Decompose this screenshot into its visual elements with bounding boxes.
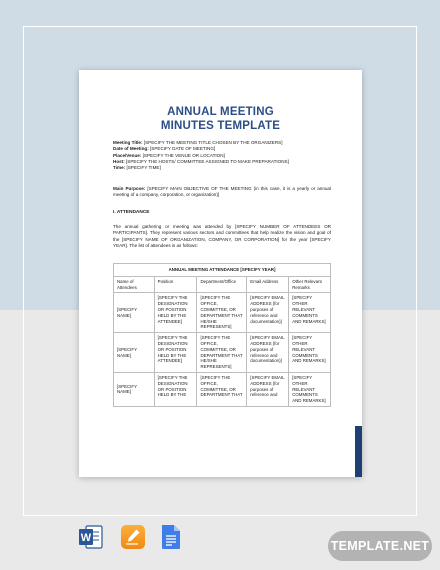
table-row xyxy=(114,293,331,333)
cell-department: [SPECIFY THE OFFICE, COMMITTEE, OR DEPARTMENT THAT xyxy=(197,372,247,406)
cell-position: [SPECIFY THE DESIGNATION OR POSITION HELD BY THE xyxy=(154,372,197,406)
meta-date: Date of Meeting: [SPECIFY DATE OF MEETING] xyxy=(113,146,216,152)
attendance-table xyxy=(113,263,331,407)
cell-position: [SPECIFY THE DESIGNATION OR POSITION HELD BY THE ATTENDEE] xyxy=(154,333,197,373)
cell-department: [SPECIFY THE OFFICE, COMMITTEE, OR DEPARTMENT THAT HE/SHE REPRESENTS] xyxy=(197,333,247,373)
section-heading-attendance: I. ATTENDANCE xyxy=(113,210,150,215)
document-title-line2: MINUTES TEMPLATE xyxy=(160,120,281,132)
main-purpose: Main Purpose: [SPECIFY MAIN OBJECTIVE OF THE MEETING (in this case, it is a yearly or annual meeting of a company, corporation, or organization)] xyxy=(113,186,332,198)
table-caption: ANNUAL MEETING ATTENDANCE [SPECIFY YEAR] xyxy=(114,264,331,277)
table-row xyxy=(114,372,331,406)
cell-remarks: [SPECIFY OTHER RELEVANT COMMENTS AND REMARKS] xyxy=(289,372,331,406)
meta-meeting-title: Meeting Title: [SPECIFY THE MEETING TITLE CHOSEN BY THE ORGANIZERS] xyxy=(113,140,283,145)
meeting-meta xyxy=(113,140,343,171)
attendance-paragraph: The annual gathering or meeting was attended by [SPECIFY NUMBER OF ATTENDEES OR PARTICIPANTS]. They represent various sectors and committees that help realize the vision and goal of the [SPECIFY NAME OF ORGANIZATION, COMPANY, OR CORPORATION] for the year [SPECIFY YEAR]. The list of attendees is as follows: xyxy=(113,224,331,249)
document-accent-bar xyxy=(355,426,362,477)
header-position: Position xyxy=(154,276,197,293)
meta-place: Place/Venue: [SPECIFY THE VENUE OR LOCATION] xyxy=(113,152,225,158)
pages-icon[interactable] xyxy=(120,524,146,555)
header-email: Email Address xyxy=(247,276,289,293)
table-row xyxy=(114,333,331,373)
cell-name: [SPECIFY NAME] xyxy=(114,293,155,333)
document-preview[interactable] xyxy=(79,70,362,477)
cell-remarks: [SPECIFY OTHER RELEVANT COMMENTS AND REMARKS] xyxy=(289,293,331,333)
cell-name: [SPECIFY NAME] xyxy=(114,333,155,373)
cell-position: [SPECIFY THE DESIGNATION OR POSITION HELD BY THE ATTENDEE] xyxy=(154,293,197,333)
cell-department: [SPECIFY THE OFFICE, COMMITTEE, OR DEPARTMENT THAT HE/SHE REPRESENTS] xyxy=(197,293,247,333)
cell-email: [SPECIFY EMAIL ADDRESS (for purposes of reference and xyxy=(247,372,289,406)
document-title-line1: ANNUAL MEETING xyxy=(167,106,274,118)
cell-email: [SPECIFY EMAIL ADDRESS (for purposes of reference and documentation)] xyxy=(247,293,289,333)
google-docs-icon[interactable] xyxy=(160,524,182,555)
template-net-logo[interactable]: TEMPLATE.NET xyxy=(328,531,432,561)
word-icon[interactable] xyxy=(78,524,104,555)
header-name: Name of Attendees xyxy=(114,276,155,293)
header-remarks: Other Relevant Remarks xyxy=(289,276,331,293)
meta-host: Host: [SPECIFY THE HOSTS/ COMMITTEE ASSIGNED TO MAKE PREPARATIONS] xyxy=(113,158,289,164)
header-department: Department/Office xyxy=(197,276,247,293)
svg-text:W: W xyxy=(80,532,92,544)
cell-remarks: [SPECIFY OTHER RELEVANT COMMENTS AND REMARKS] xyxy=(289,333,331,373)
table-header-row xyxy=(114,276,331,293)
cell-email: [SPECIFY EMAIL ADDRESS (for purposes of reference and documentation)] xyxy=(247,333,289,373)
cell-name: [SPECIFY NAME] xyxy=(114,372,155,406)
meta-time: Time: [SPECIFY TIME] xyxy=(113,165,161,171)
